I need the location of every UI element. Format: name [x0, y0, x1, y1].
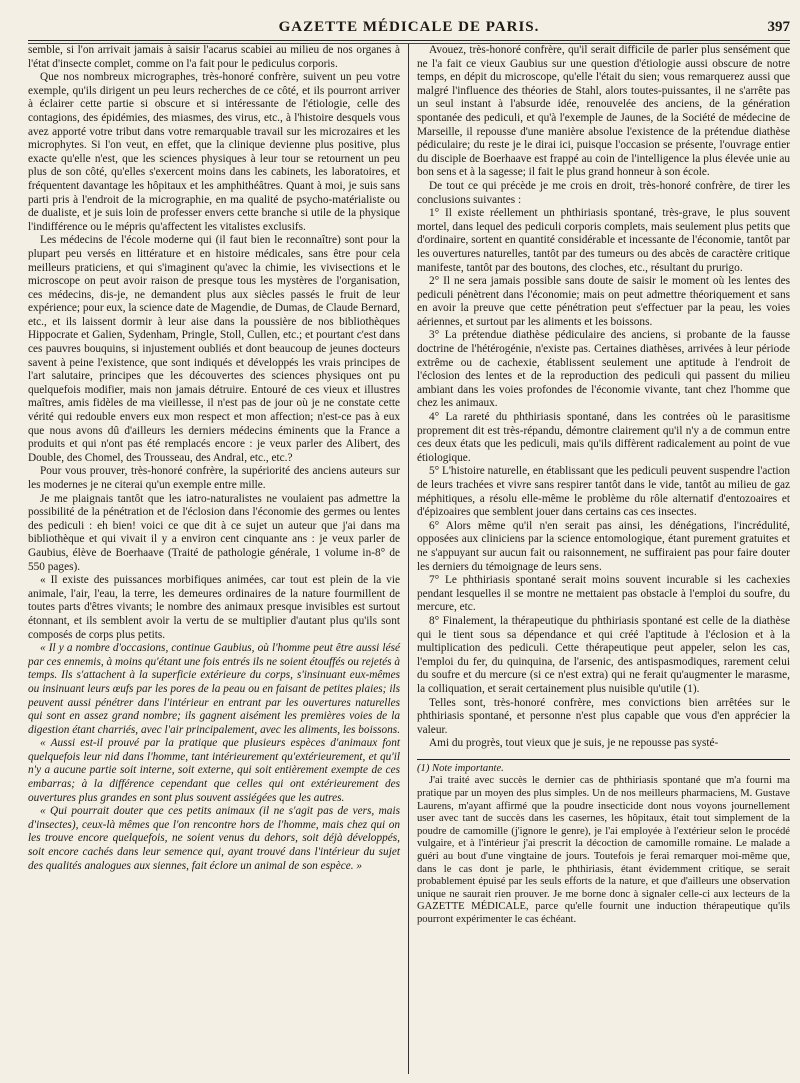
- paragraph: « Aussi est-il prouvé par la pratique que plusieurs espèces d'animaux font quelquefois leur nid dans l'homme, tant intérieurement qu'extérieurement, et qu'il n'y a aucune partie soit interne, soit externe, qui soit entièrement exempte de ces embarras; à la différence cependant que celles qui ont extérieurement des ouvertures plus grandes en sont plus souvent assiégées que les autres.: [28, 737, 400, 804]
- header-rule: [28, 40, 790, 41]
- footnote-title: (1) Note importante.: [417, 762, 504, 774]
- paragraph: « Il y a nombre d'occasions, continue Gaubius, où l'homme peut être aussi lésé par ces ennemis, à moins qu'étant une fois entrés ils ne soient étouffés ou rejetés à temps. Ils s'attachent à la superficie extérieure du corps, s'insinuant eux-mêmes ou insinuant leurs œufs par les pores de la peau ou en faisant de petites plaies; ils peuvent aussi pénétrer dans l'intérieur en entrant par les ouvertures naturelles qui sont en assez grand nombre; ils gagnent aisément les premières voies de la digestion étant charriés, avec l'air principalement, avec les aliments, les boissons.: [28, 642, 401, 736]
- paragraph: 2° Il ne sera jamais possible sans doute de saisir le moment où les lentes des pediculi pénètrent dans l'économie; mais on peut admettre théoriquement et sans en avoir la preuve que cette pénétration peut s'effectuer par la peau, les voies aériennes, et surtout par les aliments et les boissons.: [417, 275, 790, 328]
- paragraph: « Il existe des puissances morbifiques animées, car tout est plein de la vie animale, l'air, l'eau, la terre, les demeures ordinaires de la nature fourmillent de toutes parts d'êtres vivants; le nombre des animaux presque invisibles est surtout étonnant, et ils semblent avoir la vertu de se multiplier d'autant plus qu'ils sont composés de corps plus petits.: [28, 574, 400, 641]
- paragraph: 3° La prétendue diathèse pédiculaire des anciens, si probante de la fausse doctrine de l'hétérogénie, n'existe pas. Certaines diathèses, arrivées à leur période extrême ou de cachexie, établissent seulement une aptitude à l'endroit de l'éclosion des lentes et de la reproduction des pediculi qui passent du milieu ambiant dans les voies profondes de l'économie vivante, tant chez l'homme que chez les animaux.: [417, 329, 790, 410]
- paragraph: 8° Finalement, la thérapeutique du phthiriasis spontané est celle de la diathèse qui le tient sous sa dépendance et qui créé l'aptitude à l'éclosion et à la multiplication des pediculi. Cette thérapeutique peut appeler, selon les cas, l'emploi du fer, du quinquina, de l'arsenic, des antispasmodiques, rarement celui du soufre et du mercure (si ce n'est extra) qui ne ferait qu'augmenter le marasme, la colliquation, et serait certainement plus nuisible qu'utile (1).: [417, 614, 790, 695]
- footnote-text: J'ai traité avec succès le dernier cas de phthiriasis spontané que m'a fourni ma pratique par un moyen des plus simples. Un de nos meilleurs pharmaciens, M. Gustave Laurens, m'ayant affirmé que la poudre insecticide dont nous voyons journellement user avec tant de succès dans les casernes, les hôpitaux, était tout simplement de la poudre de camomille (j'ignore le genre), je l'ai employée à l'extérieur selon le procédé vulgaire, et à l'intérieur j'ai prescrit la décoction de camomille romaine. Le malade a guéri au bout d'une vingtaine de jours. Toutefois je ferai remarquer moi-même que, dans le cas dont je parle, le phthiriasis, étant évidemment critique, se serait probablement épuisé par les seuls efforts de la nature, et que d'ailleurs une observation unique ne saurait rien prouver. Je me borne donc à signaler celle-ci aux lecteurs de la GAZETTE MÉDICALE, parce qu'elle fournit une induction thérapeutique qu'ils pourront expérimenter le cas échéant.: [417, 775, 790, 925]
- paragraph: Pour vous prouver, très-honoré confrère, la supériorité des anciens auteurs sur les modernes je ne citerai qu'un exemple entre mille.: [28, 465, 400, 491]
- page-number: 397: [767, 19, 790, 35]
- paragraph: Avouez, très-honoré confrère, qu'il serait difficile de parler plus sensément que ne l'a fait ce vieux Gaubius sur une question d'étiologie aussi obscure de notre temps, en dépit du microscope, qu'elle l'était du sien; vous remarquerez aussi que malgré l'influence des théories de Stahl, alors toutes-puissantes, il ne s'arrête pas un seul instant à l'absurde idée, renouvelée des anciens, de la génération spontanée des pediculi, et qu'à l'exemple de Jaunes, de la Société de médecine de Marseille, il repousse d'une manière absolue l'existence de la prétendue diathèse pédiculaire; du reste je le dirai ici, puisque l'occasion se présente, l'ouvrage entier du disciple de Boerhaave est frappé au coin de l'intelligence la plus élevée unie au bon sens et à la sagesse; il fait le plus grand honneur à son école.: [417, 44, 790, 179]
- paragraph: 1° Il existe réellement un phthiriasis spontané, très-grave, le plus souvent mortel, dans lequel des pediculi corporis complets, mais seulement plus petits que d'ordinaire, sortent en quantité considérable et incessante de l'économie, tantôt par les ouvertures naturelles, tantôt par des tumeurs ou des abcès de caractère critique manifeste, tantôt par des boutons, des cloches, etc., résultant du prurigo.: [417, 207, 790, 274]
- paragraph: 4° La rareté du phthiriasis spontané, dans les contrées où le parasitisme proprement dit est très-répandu, démontre clairement qu'il n'y a de commun entre ces deux états que les pediculi, mais qu'ils diffèrent radicalement au point de vue étiologique.: [417, 411, 790, 464]
- footnote-rule: [417, 759, 790, 760]
- right-column-wrapper: [409, 44, 790, 1074]
- paragraph: Ami du progrès, tout vieux que je suis, je ne repousse pas systé-: [429, 737, 719, 750]
- paragraph: Les médecins de l'école moderne qui (il faut bien le reconnaître) sont pour la plupart peu versés en littérature et en histoire médicales, sans être pour cela meilleurs praticiens, et qui s'imaginent qu'avec la chimie, les vivisections et le microscope on peut avoir raison de presque tous les mystères de l'organisation, ces médecins, dis-je, ne demandent plus aux siècles passés le fruit de leur expérience; pour eux, la science date de Magendie, de Dumas, de Claude Bernard, etc., et ils laissent dormir à leur aise dans la poussière de nos bibliothèques Hippocrate et Galien, Sydenham, Pringle, Stoll, Cullen, etc.; et pourtant c'est dans ces pauvres bouquins, si injustement oubliés et dont beaucoup de jeunes docteurs savent à peine l'existence, que sont indiqués et développés les vrais principes de l'art salutaire, principes que les découvertes des sciences physiques ont pu quelquefois modifier, mais non jamais détruire. Entouré de ces vieux et illustres maîtres, amis fidèles de ma vieillesse, il n'est pas de jour où je ne constate cette vérité qui redouble envers eux mon respect et mon affection; n'est-ce pas à eux que nous avons dû d'ailleurs les derniers médecins éminents que la France a produits et qui n'ont pas été remplacés encore : je veux parler des Alibert, des Double, des Chomel, des Trousseau, des Andral, etc., etc.?: [28, 234, 401, 464]
- paragraph: 7° Le phthiriasis spontané serait moins souvent incurable si les cachexies pendant lesquelles il se montre ne mettaient pas obstacle à l'emploi du soufre, du mercure, etc.: [417, 574, 790, 614]
- page-header: [28, 0, 790, 40]
- paragraph: Je me plaignais tantôt que les iatro-naturalistes ne voulaient pas admettre la possibilité de la pénétration et de l'éclosion dans l'économie des germes ou lentes des pediculi : eh bien! voici ce que dit à ce sujet un auteur que j'ai dans ma bibliothèque et qui vivait il y a environ cent cinquante ans : je veux parler de Gaubius, élève de Boerhaave (Traité de pathologie générale, 1 volume in-8° de 550 pages).: [28, 492, 400, 573]
- paragraph: 5° L'histoire naturelle, en établissant que les pediculi peuvent suspendre l'action de leurs trachées et vivre sans respirer tantôt dans le vide, tantôt au milieu de gaz méphitiques, a résolu elle-même le problème du rôle alternatif d'entozoaires et d'épizoaires que semblent jouer dans certains cas ces insectes.: [417, 465, 790, 519]
- right-column: [417, 44, 790, 751]
- paragraph: semble, si l'on arrivait jamais à saisir l'acarus scabiei au milieu de nos organes à l'état d'insecte complet, comme on l'a fait pour le pediculus corporis.: [28, 44, 400, 70]
- left-column: [28, 44, 409, 1074]
- footnote: [417, 763, 790, 927]
- paragraph: 6° Alors même qu'il n'en serait pas ainsi, les dénégations, l'incrédulité, opposées aux cliniciens par la science entomologique, étant purement gratuites et ne s'appuyant sur aucun fait ou raisonnement, ne suffiraient pas pour faire douter les derniers du témoignage de leurs sens.: [417, 519, 790, 573]
- text-columns: [28, 44, 790, 1074]
- paragraph: Que nos nombreux micrographes, très-honoré confrère, suivent un peu votre exemple, qu'ils dirigent un peu leurs recherches de ce côté, et ils pourront arriver à éclairer cette partie si obscure et si intéressante de l'étiologie, celle des contagions, des épidémies, des miasmes, des virus, etc., à l'histoire desquels vous avez apporté votre tribut dans votre remarquable travail sur les microzaires et les microphytes. Si l'on veut, en effet, que la clinique devienne plus positive, plus exacte qu'elle n'est, que les sciences physiques à leur tour se retournent un peu plus de son côté, qu'elles s'exercent moins dans les cabinets, les laboratoires, et fréquentent davantage les hôpitaux et les amphithéâtres. Quant à moi, je suis sans parti pris à l'endroit de la micrographie, en ma qualité de psycho-matérialiste ou de dualiste, et je suis loin de professer envers cette branche si utile de la physique l'indifférence ou le mépris qu'affectent les vitalistes exclusifs.: [28, 71, 400, 233]
- paragraph: Telles sont, très-honoré confrère, mes convictions bien arrêtées sur le phthiriasis spontané, et personne n'est plus capable que vous d'en apprécier la valeur.: [417, 696, 790, 736]
- paragraph: « Qui pourrait douter que ces petits animaux (il ne s'agit pas de vers, mais d'insectes), ceux-là mêmes que l'on rencontre hors de l'homme, mais chez qui on les trouve encore quelquefois, ne soient venus du dehors, soit déjà développés, soit encore cachés dans leur semence qui, ayant trouvé dans l'intérieur du sujet des qualités analogues aux siennes, fait éclore un animal de son espèce. »: [28, 805, 400, 872]
- paragraph: De tout ce qui précède je me crois en droit, très-honoré confrère, de tirer les conclusions suivantes :: [417, 179, 790, 206]
- journal-title: GAZETTE MÉDICALE DE PARIS.: [278, 19, 540, 35]
